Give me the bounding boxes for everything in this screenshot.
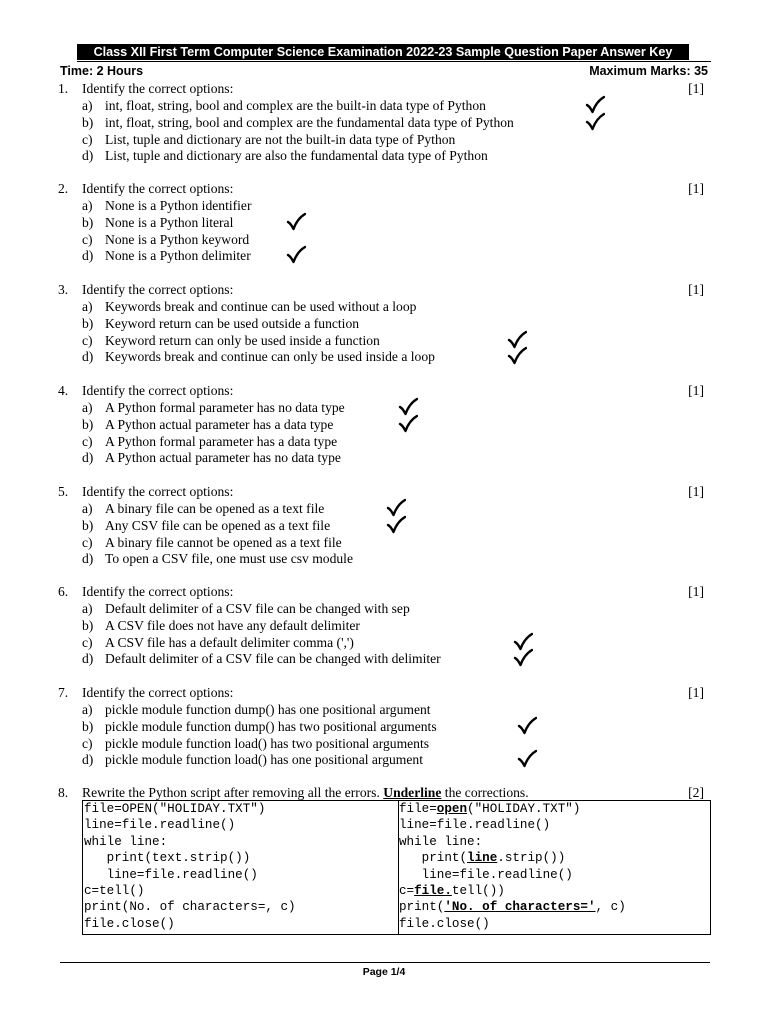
option-text: A Python actual parameter has no data type — [105, 450, 341, 466]
option-letter: a) — [82, 98, 93, 113]
option-text: int, float, string, bool and complex are the built-in data type of Python — [105, 98, 486, 113]
option-text: A CSV file does not have any default delimiter — [105, 617, 360, 633]
original-code-cell — [83, 801, 399, 934]
question-text: Rewrite the Python script after removing all the errors. Underline the corrections. — [82, 785, 529, 800]
code-line: print(text.strip()) — [84, 851, 251, 866]
question-text: Identify the correct options: — [82, 181, 234, 196]
checkmark-icon — [286, 245, 306, 265]
question-mark: [1] — [688, 484, 704, 499]
code-line — [399, 801, 711, 817]
option-letter: d) — [82, 148, 94, 164]
checkmark-icon — [585, 112, 605, 132]
maximum-marks: Maximum Marks: 35 — [589, 64, 708, 78]
code-line — [399, 850, 711, 866]
code-line — [399, 817, 711, 833]
checkmark-icon — [386, 515, 406, 535]
question-number: 4. — [58, 383, 69, 398]
question-mark: [1] — [688, 181, 704, 196]
exam-time: Time: 2 Hours — [60, 64, 144, 78]
code-segment: file.close() — [399, 916, 490, 931]
code-line — [399, 867, 711, 883]
code-segment: , c) — [595, 900, 626, 915]
question-number: 7. — [58, 685, 69, 700]
option-text: List, tuple and dictionary are also the fundamental data type of Python — [105, 148, 488, 164]
option-letter: b) — [82, 416, 94, 432]
code-segment: print( — [399, 900, 445, 915]
code-correction: file. — [414, 883, 452, 898]
document-title: Class XII First Term Computer Science Examination 2022-23 Sample Question Paper Answer Key — [77, 44, 689, 60]
option-text: None is a Python delimiter — [105, 248, 251, 264]
option-letter: a) — [82, 702, 93, 717]
option-letter: b) — [82, 617, 94, 633]
option-text: Keyword return can only be used inside a function — [105, 332, 380, 348]
option-letter: c) — [82, 131, 93, 147]
option-letter: d) — [82, 450, 94, 466]
code-segment: c= — [399, 883, 415, 898]
option-letter: d) — [82, 752, 94, 768]
question-number: 5. — [58, 484, 69, 499]
option-letter: b) — [82, 214, 94, 230]
option-text: A Python formal parameter has no data type — [105, 400, 345, 415]
question-mark: [1] — [688, 685, 704, 700]
option-letter: d) — [82, 551, 94, 567]
option-letter: a) — [82, 501, 93, 516]
option-letter: c) — [82, 433, 93, 449]
question-text: Identify the correct options: — [82, 383, 234, 398]
checkmark-icon — [286, 212, 306, 232]
question-text: Identify the correct options: — [82, 584, 234, 599]
code-correction-table — [82, 800, 711, 935]
code-segment: file= — [399, 802, 437, 816]
option-text: Keywords break and continue can be used without a loop — [105, 299, 417, 314]
code-correction: open — [436, 802, 468, 816]
option-text: pickle module function load() has one positional argument — [105, 752, 423, 768]
question-mark: [1] — [688, 81, 704, 96]
option-text: A Python formal parameter has a data type — [105, 433, 338, 449]
question-text: Identify the correct options: — [82, 282, 234, 297]
option-letter: c) — [82, 332, 93, 348]
question-mark: [1] — [688, 282, 704, 297]
option-text: None is a Python literal — [105, 214, 234, 230]
question-mark: [2] — [688, 785, 704, 800]
checkmark-icon — [517, 749, 537, 769]
option-letter: b) — [82, 517, 94, 533]
code-segment: line=file.readline() — [399, 818, 551, 833]
question-text: Identify the correct options: — [82, 81, 234, 96]
option-letter: c) — [82, 634, 93, 650]
question-number: 2. — [58, 181, 69, 196]
option-text: None is a Python keyword — [105, 231, 250, 247]
code-line: file=OPEN("HOLIDAY.TXT") — [84, 802, 266, 816]
option-letter: c) — [82, 231, 93, 247]
option-letter: a) — [82, 400, 93, 415]
question-number: 1. — [58, 81, 69, 96]
option-letter: b) — [82, 315, 94, 331]
code-segment: ("HOLIDAY.TXT") — [467, 802, 581, 816]
checkmark-icon — [398, 414, 418, 434]
checkmark-icon — [507, 346, 527, 366]
code-line: c=tell() — [84, 883, 145, 898]
page-number: Page 1/4 — [362, 966, 406, 978]
code-segment: print( — [399, 851, 468, 866]
code-line — [399, 916, 711, 932]
code-line: file.close() — [84, 916, 175, 931]
option-text: To open a CSV file, one must use csv module — [105, 551, 353, 567]
option-text: pickle module function load() has two positional arguments — [105, 735, 430, 751]
code-correction: line — [467, 851, 498, 866]
checkmark-icon — [513, 648, 533, 668]
footer-rule — [60, 962, 710, 963]
corrected-code-cell — [398, 801, 711, 934]
code-line: line=file.readline() — [84, 867, 258, 882]
option-text: int, float, string, bool and complex are the fundamental data type of Python — [105, 114, 514, 130]
code-segment: line=file.readline() — [399, 867, 573, 882]
option-text: Default delimiter of a CSV file can be changed with sep — [105, 601, 410, 616]
code-segment: while line: — [399, 834, 483, 849]
option-letter: d) — [82, 349, 94, 365]
code-line — [399, 883, 711, 899]
code-segment: tell()) — [451, 883, 505, 898]
code-line: while line: — [84, 834, 168, 849]
question-text: Identify the correct options: — [82, 484, 234, 499]
option-letter: c) — [82, 735, 93, 751]
question-number: 8. — [58, 785, 69, 800]
option-letter: a) — [82, 198, 93, 213]
code-line — [399, 834, 711, 850]
option-text: A binary file cannot be opened as a text file — [105, 534, 342, 550]
question-mark: [1] — [688, 584, 704, 599]
code-segment: .strip()) — [497, 851, 566, 866]
option-text: Default delimiter of a CSV file can be changed with delimiter — [105, 651, 441, 667]
option-text: pickle module function dump() has two positional arguments — [105, 718, 437, 734]
option-letter: b) — [82, 718, 94, 734]
title-rule — [77, 61, 711, 62]
option-text: Keyword return can be used outside a function — [105, 315, 360, 331]
option-letter: d) — [82, 651, 94, 667]
option-text: A binary file can be opened as a text file — [105, 501, 325, 516]
option-letter: a) — [82, 601, 93, 616]
checkmark-icon — [517, 716, 537, 736]
option-letter: b) — [82, 114, 94, 130]
question-text: Identify the correct options: — [82, 685, 234, 700]
question-mark: [1] — [688, 383, 704, 398]
option-text: Keywords break and continue can only be used inside a loop — [105, 349, 435, 365]
code-line — [399, 899, 711, 915]
option-text: A CSV file has a default delimiter comma (',') — [105, 634, 354, 650]
code-correction: 'No. of characters=' — [444, 900, 596, 915]
option-text: A Python actual parameter has a data type — [105, 416, 334, 432]
option-letter: c) — [82, 534, 93, 550]
option-text: pickle module function dump() has one positional argument — [105, 702, 431, 717]
option-text: Any CSV file can be opened as a text file — [105, 517, 331, 533]
question-number: 6. — [58, 584, 69, 599]
option-letter: d) — [82, 248, 94, 264]
option-text: List, tuple and dictionary are not the built-in data type of Python — [105, 131, 456, 147]
question-number: 3. — [58, 282, 69, 297]
option-text: None is a Python identifier — [105, 198, 252, 213]
code-line: print(No. of characters=, c) — [84, 900, 296, 915]
code-line: line=file.readline() — [84, 818, 236, 833]
option-letter: a) — [82, 299, 93, 314]
